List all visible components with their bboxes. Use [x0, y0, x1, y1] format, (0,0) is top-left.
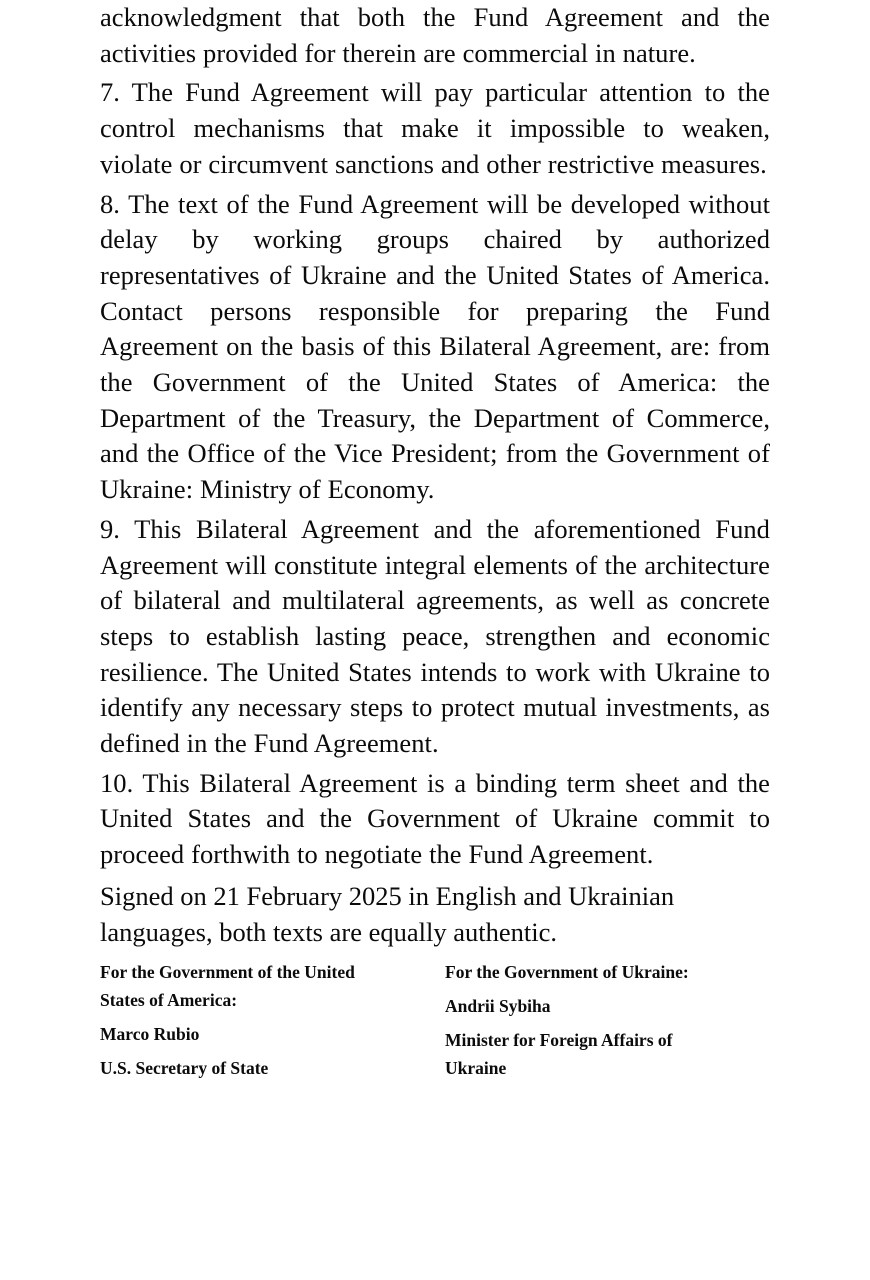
signature-left-title: U.S. Secretary of State — [100, 1058, 269, 1079]
signature-right-title-line1: Minister for Foreign Affairs of — [445, 1030, 673, 1051]
signature-left-heading-line1: For the Government of the United — [100, 962, 355, 983]
signed-statement: Signed on 21 February 2025 in English and Ukrainian languages, both texts are equally authentic. — [100, 880, 675, 947]
signature-left — [100, 958, 445, 1082]
paragraph-8: 8. The text of the Fund Agreement will be developed without delay by working groups chaired by authorized representatives of Ukraine and the United States of America. Contact persons responsible for preparing the Fund Agreement on the basis of this Bilateral Agreement, are: from the Government of the United States of America: the Department of the Treasury, the Department of Commerce, and the Office of the Vice President; from the Government of Ukraine: Ministry of Economy. — [100, 188, 770, 505]
signature-right-title-line2: Ukraine — [445, 1058, 507, 1079]
paragraph-continuation: acknowledgment that both the Fund Agreement and the activities provided for therein are commercial in nature. — [100, 2, 770, 68]
signature-left-heading-line2: States of America: — [100, 990, 238, 1011]
paragraph-7: 7. The Fund Agreement will pay particular attention to the control mechanisms that make it impossible to weaken, violate or circumvent sanctions and other restrictive measures. — [100, 77, 770, 179]
signature-left-name: Marco Rubio — [100, 1024, 200, 1045]
paragraph-9: 9. This Bilateral Agreement and the aforementioned Fund Agreement will constitute integral elements of the architecture of bilateral and multilateral agreements, as well as concrete steps to establish lasting peace, strengthen and economic resilience. The United States intends to work with Ukraine to identify any necessary steps to protect mutual investments, as defined in the Fund Agreement. — [100, 513, 770, 759]
signature-right — [445, 958, 770, 1082]
paragraph-10: 10. This Bilateral Agreement is a binding term sheet and the United States and the Government of Ukraine commit to proceed forthwith to negotiate the Fund Agreement. — [100, 767, 770, 870]
signature-right-name: Andrii Sybiha — [445, 996, 551, 1017]
signature-block — [100, 958, 770, 1082]
signature-right-heading-line1: For the Government of Ukraine: — [445, 962, 689, 983]
